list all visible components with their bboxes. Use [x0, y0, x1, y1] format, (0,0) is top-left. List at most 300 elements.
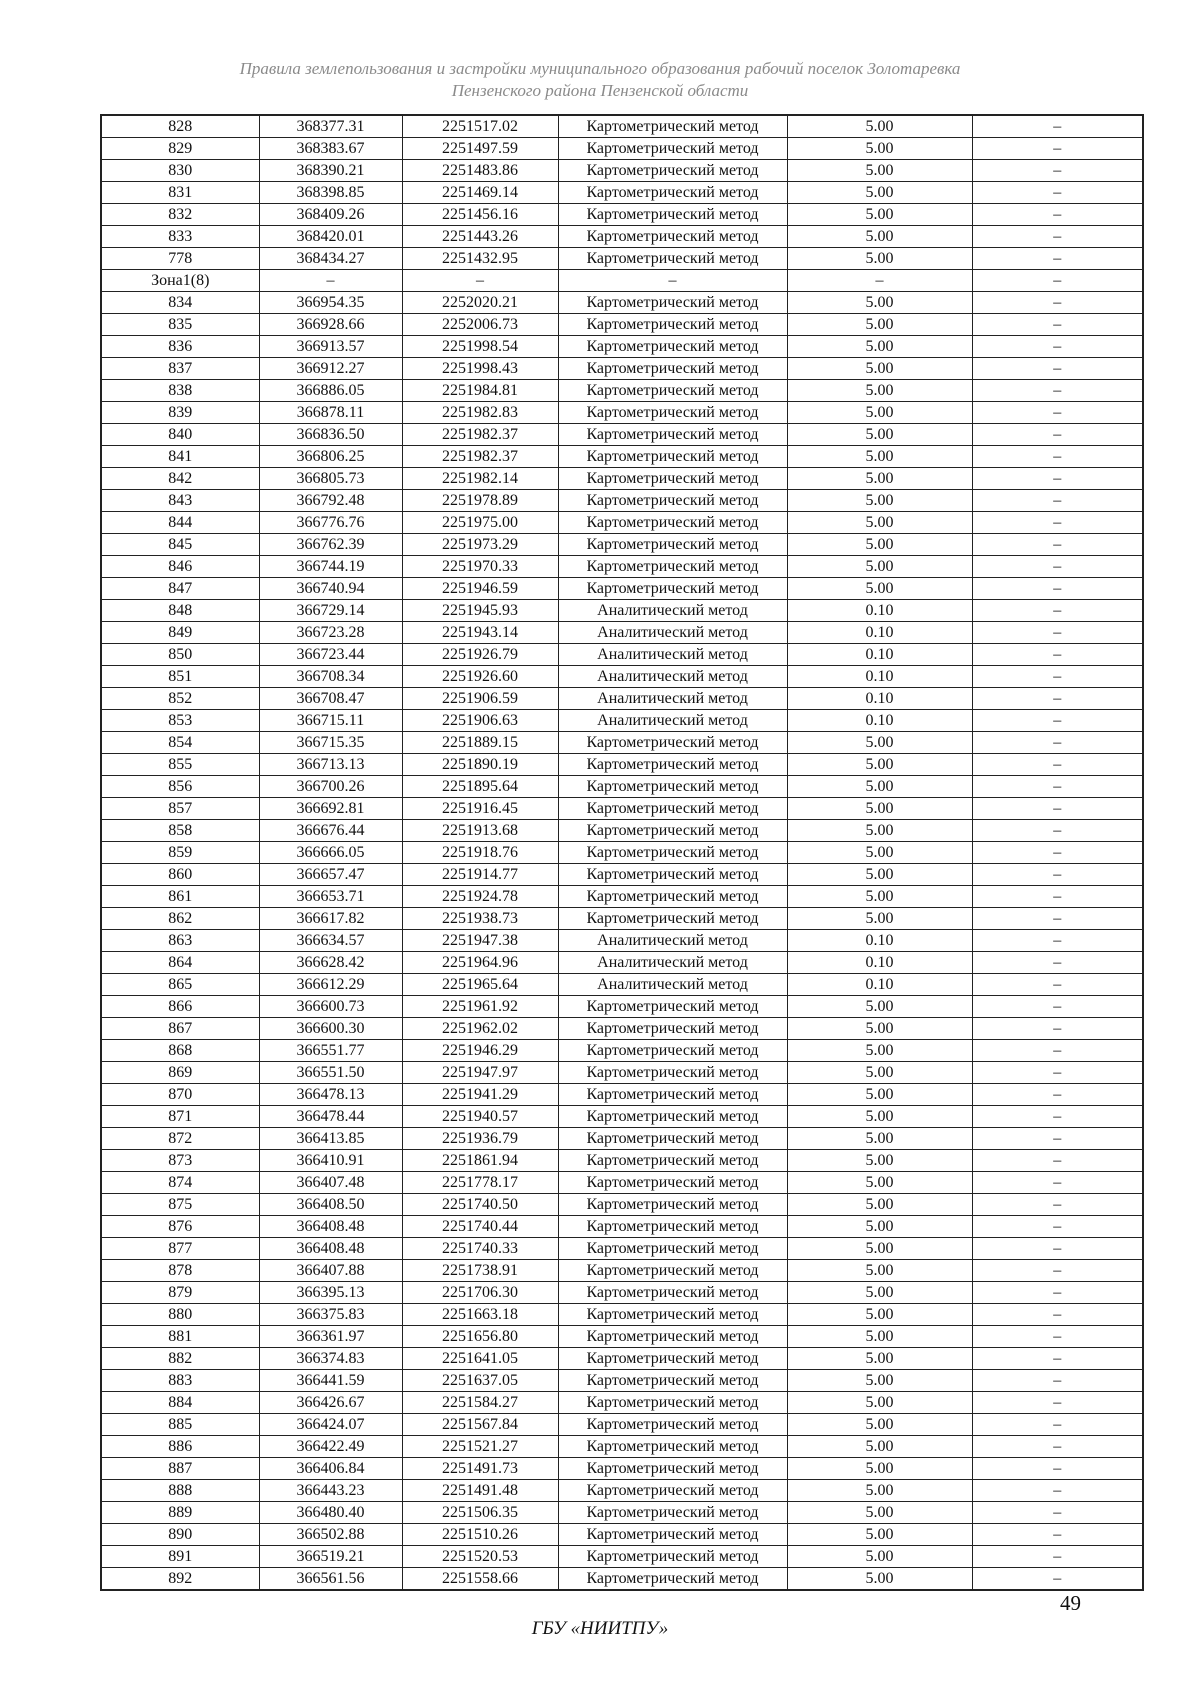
- y-coordinate-cell: 2251982.37: [402, 424, 558, 446]
- accuracy-cell: 5.00: [787, 138, 972, 160]
- table-row: [101, 424, 1143, 446]
- x-coordinate-cell: 366561.56: [259, 1568, 402, 1591]
- coordinates-table: [100, 114, 1144, 1591]
- description-cell: –: [972, 622, 1143, 644]
- description-cell: –: [972, 930, 1143, 952]
- table-row: [101, 1414, 1143, 1436]
- x-coordinate-cell: 366361.97: [259, 1326, 402, 1348]
- x-coordinate-cell: 366480.40: [259, 1502, 402, 1524]
- description-cell: –: [972, 600, 1143, 622]
- description-cell: –: [972, 1260, 1143, 1282]
- accuracy-cell: 5.00: [787, 1524, 972, 1546]
- description-cell: –: [972, 1436, 1143, 1458]
- table-row: [101, 248, 1143, 270]
- table-row: [101, 1260, 1143, 1282]
- description-cell: –: [972, 270, 1143, 292]
- accuracy-cell: 5.00: [787, 1414, 972, 1436]
- point-number-cell: 832: [101, 204, 259, 226]
- description-cell: –: [972, 1128, 1143, 1150]
- method-cell: Картометрический метод: [558, 424, 787, 446]
- description-cell: –: [972, 1304, 1143, 1326]
- table-row: [101, 468, 1143, 490]
- table-row: [101, 1326, 1143, 1348]
- y-coordinate-cell: 2251890.19: [402, 754, 558, 776]
- x-coordinate-cell: 366713.13: [259, 754, 402, 776]
- description-cell: –: [972, 556, 1143, 578]
- y-coordinate-cell: 2251558.66: [402, 1568, 558, 1591]
- method-cell: Картометрический метод: [558, 1304, 787, 1326]
- method-cell: Картометрический метод: [558, 490, 787, 512]
- y-coordinate-cell: 2251982.83: [402, 402, 558, 424]
- method-cell: Аналитический метод: [558, 622, 787, 644]
- description-cell: –: [972, 380, 1143, 402]
- x-coordinate-cell: –: [259, 270, 402, 292]
- description-cell: –: [972, 138, 1143, 160]
- method-cell: Картометрический метод: [558, 446, 787, 468]
- method-cell: Картометрический метод: [558, 1414, 787, 1436]
- x-coordinate-cell: 366776.76: [259, 512, 402, 534]
- point-number-cell: 883: [101, 1370, 259, 1392]
- description-cell: –: [972, 1524, 1143, 1546]
- description-cell: –: [972, 820, 1143, 842]
- method-cell: Картометрический метод: [558, 336, 787, 358]
- method-cell: Картометрический метод: [558, 1480, 787, 1502]
- point-number-cell: 839: [101, 402, 259, 424]
- y-coordinate-cell: 2252020.21: [402, 292, 558, 314]
- accuracy-cell: 5.00: [787, 490, 972, 512]
- table-row: [101, 1502, 1143, 1524]
- y-coordinate-cell: 2251889.15: [402, 732, 558, 754]
- point-number-cell: 838: [101, 380, 259, 402]
- point-number-cell: 884: [101, 1392, 259, 1414]
- table-row: [101, 1392, 1143, 1414]
- accuracy-cell: 5.00: [787, 1106, 972, 1128]
- description-cell: –: [972, 1018, 1143, 1040]
- x-coordinate-cell: 366519.21: [259, 1546, 402, 1568]
- method-cell: Картометрический метод: [558, 1458, 787, 1480]
- table-row: [101, 1568, 1143, 1591]
- point-number-cell: 892: [101, 1568, 259, 1591]
- method-cell: Картометрический метод: [558, 182, 787, 204]
- coordinates-table-body: [101, 115, 1143, 1590]
- x-coordinate-cell: 366395.13: [259, 1282, 402, 1304]
- point-number-cell: 881: [101, 1326, 259, 1348]
- point-number-cell: 834: [101, 292, 259, 314]
- method-cell: Картометрический метод: [558, 1040, 787, 1062]
- method-cell: Картометрический метод: [558, 1392, 787, 1414]
- description-cell: –: [972, 908, 1143, 930]
- table-row: [101, 710, 1143, 732]
- table-row: [101, 886, 1143, 908]
- x-coordinate-cell: 366374.83: [259, 1348, 402, 1370]
- x-coordinate-cell: 366441.59: [259, 1370, 402, 1392]
- table-row: [101, 930, 1143, 952]
- x-coordinate-cell: 366762.39: [259, 534, 402, 556]
- table-row: [101, 182, 1143, 204]
- method-cell: Картометрический метод: [558, 314, 787, 336]
- x-coordinate-cell: 366715.11: [259, 710, 402, 732]
- method-cell: Картометрический метод: [558, 820, 787, 842]
- x-coordinate-cell: 368383.67: [259, 138, 402, 160]
- accuracy-cell: –: [787, 270, 972, 292]
- x-coordinate-cell: 366676.44: [259, 820, 402, 842]
- table-row: [101, 1282, 1143, 1304]
- y-coordinate-cell: 2251663.18: [402, 1304, 558, 1326]
- description-cell: –: [972, 842, 1143, 864]
- page-footer: ГБУ «НИИТПУ»: [531, 1618, 669, 1639]
- x-coordinate-cell: 366692.81: [259, 798, 402, 820]
- table-row: [101, 688, 1143, 710]
- accuracy-cell: 5.00: [787, 1216, 972, 1238]
- description-cell: –: [972, 1216, 1143, 1238]
- table-row: [101, 336, 1143, 358]
- description-cell: –: [972, 204, 1143, 226]
- method-cell: Картометрический метод: [558, 578, 787, 600]
- accuracy-cell: 5.00: [787, 115, 972, 138]
- table-row: [101, 1084, 1143, 1106]
- x-coordinate-cell: 366410.91: [259, 1150, 402, 1172]
- y-coordinate-cell: 2251936.79: [402, 1128, 558, 1150]
- accuracy-cell: 5.00: [787, 798, 972, 820]
- accuracy-cell: 5.00: [787, 292, 972, 314]
- description-cell: –: [972, 534, 1143, 556]
- method-cell: Аналитический метод: [558, 930, 787, 952]
- x-coordinate-cell: 366551.50: [259, 1062, 402, 1084]
- method-cell: Картометрический метод: [558, 138, 787, 160]
- x-coordinate-cell: 366723.44: [259, 644, 402, 666]
- point-number-cell: 844: [101, 512, 259, 534]
- accuracy-cell: 5.00: [787, 754, 972, 776]
- x-coordinate-cell: 366634.57: [259, 930, 402, 952]
- accuracy-cell: 0.10: [787, 952, 972, 974]
- table-row: [101, 1172, 1143, 1194]
- point-number-cell: 887: [101, 1458, 259, 1480]
- description-cell: –: [972, 182, 1143, 204]
- description-cell: –: [972, 115, 1143, 138]
- table-row: [101, 490, 1143, 512]
- x-coordinate-cell: 366628.42: [259, 952, 402, 974]
- accuracy-cell: 5.00: [787, 248, 972, 270]
- point-number-cell: 872: [101, 1128, 259, 1150]
- point-number-cell: 889: [101, 1502, 259, 1524]
- description-cell: –: [972, 886, 1143, 908]
- table-row: [101, 600, 1143, 622]
- method-cell: –: [558, 270, 787, 292]
- point-number-cell: 865: [101, 974, 259, 996]
- point-number-cell: 852: [101, 688, 259, 710]
- method-cell: Аналитический метод: [558, 710, 787, 732]
- accuracy-cell: 5.00: [787, 512, 972, 534]
- x-coordinate-cell: 368377.31: [259, 115, 402, 138]
- method-cell: Картометрический метод: [558, 1524, 787, 1546]
- method-cell: Картометрический метод: [558, 1238, 787, 1260]
- y-coordinate-cell: 2251510.26: [402, 1524, 558, 1546]
- table-row: [101, 820, 1143, 842]
- x-coordinate-cell: 366407.88: [259, 1260, 402, 1282]
- x-coordinate-cell: 366422.49: [259, 1436, 402, 1458]
- accuracy-cell: 5.00: [787, 358, 972, 380]
- method-cell: Картометрический метод: [558, 115, 787, 138]
- x-coordinate-cell: 366408.50: [259, 1194, 402, 1216]
- point-number-cell: 891: [101, 1546, 259, 1568]
- table-row: [101, 1106, 1143, 1128]
- description-cell: –: [972, 226, 1143, 248]
- y-coordinate-cell: 2251982.14: [402, 468, 558, 490]
- accuracy-cell: 5.00: [787, 534, 972, 556]
- description-cell: –: [972, 1502, 1143, 1524]
- point-number-cell: 885: [101, 1414, 259, 1436]
- x-coordinate-cell: 366836.50: [259, 424, 402, 446]
- description-cell: –: [972, 688, 1143, 710]
- accuracy-cell: 5.00: [787, 1172, 972, 1194]
- point-number-cell: 871: [101, 1106, 259, 1128]
- description-cell: –: [972, 1062, 1143, 1084]
- point-number-cell: 845: [101, 534, 259, 556]
- description-cell: –: [972, 1326, 1143, 1348]
- table-row: [101, 644, 1143, 666]
- description-cell: –: [972, 248, 1143, 270]
- y-coordinate-cell: 2251913.68: [402, 820, 558, 842]
- y-coordinate-cell: 2251914.77: [402, 864, 558, 886]
- description-cell: –: [972, 1414, 1143, 1436]
- x-coordinate-cell: 366886.05: [259, 380, 402, 402]
- accuracy-cell: 5.00: [787, 1238, 972, 1260]
- method-cell: Картометрический метод: [558, 1502, 787, 1524]
- table-row: [101, 776, 1143, 798]
- y-coordinate-cell: 2251432.95: [402, 248, 558, 270]
- point-number-cell: 850: [101, 644, 259, 666]
- description-cell: –: [972, 1084, 1143, 1106]
- accuracy-cell: 5.00: [787, 314, 972, 336]
- x-coordinate-cell: 366443.23: [259, 1480, 402, 1502]
- y-coordinate-cell: 2251965.64: [402, 974, 558, 996]
- accuracy-cell: 5.00: [787, 1084, 972, 1106]
- description-cell: –: [972, 1194, 1143, 1216]
- description-cell: –: [972, 446, 1143, 468]
- x-coordinate-cell: 366744.19: [259, 556, 402, 578]
- description-cell: –: [972, 1568, 1143, 1591]
- table-row: [101, 204, 1143, 226]
- x-coordinate-cell: 366806.25: [259, 446, 402, 468]
- point-number-cell: 841: [101, 446, 259, 468]
- y-coordinate-cell: 2251584.27: [402, 1392, 558, 1414]
- description-cell: –: [972, 160, 1143, 182]
- description-cell: –: [972, 644, 1143, 666]
- method-cell: Картометрический метод: [558, 1282, 787, 1304]
- accuracy-cell: 5.00: [787, 1436, 972, 1458]
- table-row: [101, 578, 1143, 600]
- point-number-cell: 864: [101, 952, 259, 974]
- point-number-cell: 836: [101, 336, 259, 358]
- description-cell: –: [972, 732, 1143, 754]
- point-number-cell: 870: [101, 1084, 259, 1106]
- method-cell: Картометрический метод: [558, 908, 787, 930]
- y-coordinate-cell: 2251962.02: [402, 1018, 558, 1040]
- point-number-cell: 875: [101, 1194, 259, 1216]
- point-number-cell: 778: [101, 248, 259, 270]
- point-number-cell: 874: [101, 1172, 259, 1194]
- accuracy-cell: 5.00: [787, 732, 972, 754]
- table-row: [101, 1436, 1143, 1458]
- y-coordinate-cell: 2251947.97: [402, 1062, 558, 1084]
- x-coordinate-cell: 366729.14: [259, 600, 402, 622]
- x-coordinate-cell: 366805.73: [259, 468, 402, 490]
- accuracy-cell: 5.00: [787, 578, 972, 600]
- table-row: [101, 556, 1143, 578]
- accuracy-cell: 5.00: [787, 468, 972, 490]
- x-coordinate-cell: 366426.67: [259, 1392, 402, 1414]
- point-number-cell: 855: [101, 754, 259, 776]
- x-coordinate-cell: 366408.48: [259, 1216, 402, 1238]
- table-row: [101, 864, 1143, 886]
- point-number-cell: 853: [101, 710, 259, 732]
- y-coordinate-cell: 2251941.29: [402, 1084, 558, 1106]
- method-cell: Аналитический метод: [558, 952, 787, 974]
- description-cell: –: [972, 1348, 1143, 1370]
- accuracy-cell: 0.10: [787, 710, 972, 732]
- y-coordinate-cell: 2251521.27: [402, 1436, 558, 1458]
- point-number-cell: 882: [101, 1348, 259, 1370]
- method-cell: Картометрический метод: [558, 1172, 787, 1194]
- description-cell: –: [972, 336, 1143, 358]
- method-cell: Картометрический метод: [558, 1106, 787, 1128]
- y-coordinate-cell: 2251491.73: [402, 1458, 558, 1480]
- y-coordinate-cell: 2251895.64: [402, 776, 558, 798]
- description-cell: –: [972, 1106, 1143, 1128]
- point-number-cell: 842: [101, 468, 259, 490]
- table-row: [101, 1524, 1143, 1546]
- accuracy-cell: 5.00: [787, 1018, 972, 1040]
- table-row: [101, 446, 1143, 468]
- table-row: [101, 666, 1143, 688]
- point-number-cell: 880: [101, 1304, 259, 1326]
- accuracy-cell: 5.00: [787, 446, 972, 468]
- accuracy-cell: 5.00: [787, 864, 972, 886]
- method-cell: Аналитический метод: [558, 600, 787, 622]
- table-row: [101, 292, 1143, 314]
- method-cell: Картометрический метод: [558, 1062, 787, 1084]
- table-row: [101, 270, 1143, 292]
- table-row: [101, 160, 1143, 182]
- description-cell: –: [972, 776, 1143, 798]
- method-cell: Картометрический метод: [558, 468, 787, 490]
- y-coordinate-cell: 2251918.76: [402, 842, 558, 864]
- accuracy-cell: 5.00: [787, 402, 972, 424]
- description-cell: –: [972, 402, 1143, 424]
- method-cell: Картометрический метод: [558, 1128, 787, 1150]
- point-number-cell: 843: [101, 490, 259, 512]
- accuracy-cell: 5.00: [787, 226, 972, 248]
- point-number-cell: Зона1(8): [101, 270, 259, 292]
- y-coordinate-cell: 2251926.60: [402, 666, 558, 688]
- method-cell: Картометрический метод: [558, 292, 787, 314]
- accuracy-cell: 5.00: [787, 182, 972, 204]
- accuracy-cell: 5.00: [787, 1480, 972, 1502]
- point-number-cell: 866: [101, 996, 259, 1018]
- accuracy-cell: 5.00: [787, 886, 972, 908]
- y-coordinate-cell: 2251973.29: [402, 534, 558, 556]
- table-row: [101, 842, 1143, 864]
- description-cell: –: [972, 1040, 1143, 1062]
- point-number-cell: 860: [101, 864, 259, 886]
- y-coordinate-cell: 2251497.59: [402, 138, 558, 160]
- y-coordinate-cell: 2251964.96: [402, 952, 558, 974]
- y-coordinate-cell: 2251906.63: [402, 710, 558, 732]
- y-coordinate-cell: –: [402, 270, 558, 292]
- x-coordinate-cell: 368420.01: [259, 226, 402, 248]
- accuracy-cell: 0.10: [787, 666, 972, 688]
- table-row: [101, 402, 1143, 424]
- description-cell: –: [972, 1370, 1143, 1392]
- x-coordinate-cell: 366723.28: [259, 622, 402, 644]
- table-row: [101, 996, 1143, 1018]
- method-cell: Картометрический метод: [558, 1260, 787, 1282]
- table-row: [101, 1062, 1143, 1084]
- x-coordinate-cell: 368434.27: [259, 248, 402, 270]
- y-coordinate-cell: 2251517.02: [402, 115, 558, 138]
- y-coordinate-cell: 2251947.38: [402, 930, 558, 952]
- point-number-cell: 886: [101, 1436, 259, 1458]
- y-coordinate-cell: 2251740.44: [402, 1216, 558, 1238]
- x-coordinate-cell: 366600.73: [259, 996, 402, 1018]
- method-cell: Картометрический метод: [558, 1436, 787, 1458]
- y-coordinate-cell: 2251641.05: [402, 1348, 558, 1370]
- description-cell: –: [972, 578, 1143, 600]
- y-coordinate-cell: 2251998.43: [402, 358, 558, 380]
- method-cell: Картометрический метод: [558, 996, 787, 1018]
- table-row: [101, 622, 1143, 644]
- accuracy-cell: 5.00: [787, 1260, 972, 1282]
- method-cell: Картометрический метод: [558, 1018, 787, 1040]
- description-cell: –: [972, 1392, 1143, 1414]
- method-cell: Аналитический метод: [558, 644, 787, 666]
- x-coordinate-cell: 368390.21: [259, 160, 402, 182]
- table-row: [101, 534, 1143, 556]
- method-cell: Аналитический метод: [558, 666, 787, 688]
- y-coordinate-cell: 2251940.57: [402, 1106, 558, 1128]
- table-row: [101, 115, 1143, 138]
- table-row: [101, 754, 1143, 776]
- description-cell: –: [972, 1480, 1143, 1502]
- description-cell: –: [972, 666, 1143, 688]
- accuracy-cell: 0.10: [787, 644, 972, 666]
- accuracy-cell: 5.00: [787, 1458, 972, 1480]
- y-coordinate-cell: 2251945.93: [402, 600, 558, 622]
- table-row: [101, 1458, 1143, 1480]
- description-cell: –: [972, 798, 1143, 820]
- description-cell: –: [972, 468, 1143, 490]
- method-cell: Картометрический метод: [558, 226, 787, 248]
- method-cell: Картометрический метод: [558, 556, 787, 578]
- description-cell: –: [972, 952, 1143, 974]
- point-number-cell: 830: [101, 160, 259, 182]
- description-cell: –: [972, 1458, 1143, 1480]
- accuracy-cell: 0.10: [787, 600, 972, 622]
- x-coordinate-cell: 366657.47: [259, 864, 402, 886]
- x-coordinate-cell: 366700.26: [259, 776, 402, 798]
- method-cell: Картометрический метод: [558, 380, 787, 402]
- x-coordinate-cell: 366413.85: [259, 1128, 402, 1150]
- y-coordinate-cell: 2251740.50: [402, 1194, 558, 1216]
- method-cell: Картометрический метод: [558, 358, 787, 380]
- x-coordinate-cell: 366913.57: [259, 336, 402, 358]
- y-coordinate-cell: 2251975.00: [402, 512, 558, 534]
- description-cell: –: [972, 974, 1143, 996]
- accuracy-cell: 5.00: [787, 1568, 972, 1591]
- x-coordinate-cell: 366954.35: [259, 292, 402, 314]
- point-number-cell: 869: [101, 1062, 259, 1084]
- table-row: [101, 380, 1143, 402]
